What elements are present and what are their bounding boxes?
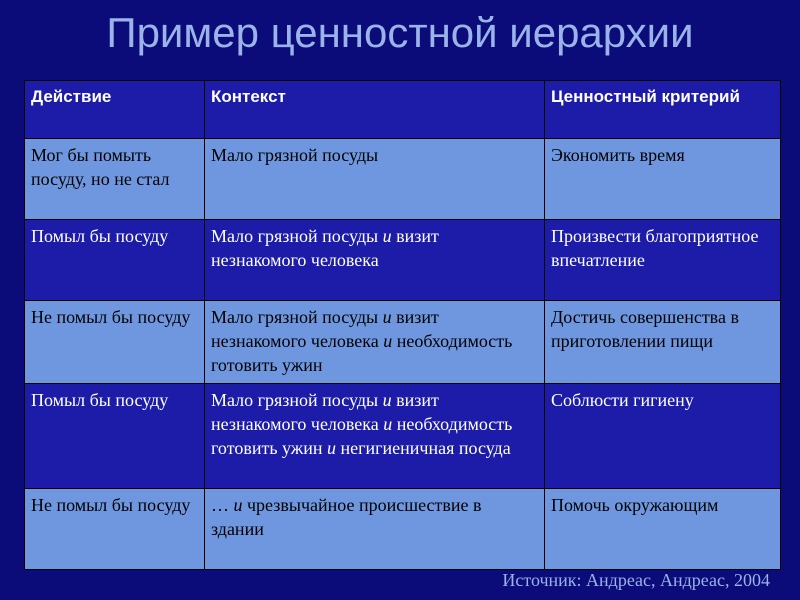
- cell-action: Помыл бы посуду: [25, 220, 205, 301]
- slide-title: Пример ценностной иерархии: [106, 9, 694, 56]
- table-row: [25, 301, 781, 384]
- header-value-criterion: Ценностный критерий: [545, 81, 781, 139]
- cell-value-criterion: Произвести благоприятное впечатление: [545, 220, 781, 301]
- cell-context: Мало грязной посуды и визит незнакомого человека и необходимость готовить ужин: [205, 301, 545, 384]
- cell-action: Мог бы помыть посуду, но не стал: [25, 139, 205, 220]
- cell-context: Мало грязной посуды: [205, 139, 545, 220]
- table-row: [25, 220, 781, 301]
- cell-value-criterion: Помочь окружающим: [545, 489, 781, 570]
- cell-value-criterion: Экономить время: [545, 139, 781, 220]
- table-row: [25, 139, 781, 220]
- value-hierarchy-table: [24, 80, 781, 570]
- header-context: Контекст: [205, 81, 545, 139]
- cell-action: Не помыл бы посуду: [25, 489, 205, 570]
- table-row: [25, 384, 781, 489]
- table-header-row: [25, 81, 781, 139]
- cell-context: … и чрезвычайное происшествие в здании: [205, 489, 545, 570]
- source-citation: Источник: Андреас, Андреас, 2004: [502, 570, 770, 590]
- table-row: [25, 489, 781, 570]
- cell-value-criterion: Достичь совершенства в приготовлении пищи: [545, 301, 781, 384]
- cell-action: Помыл бы посуду: [25, 384, 205, 489]
- cell-action: Не помыл бы посуду: [25, 301, 205, 384]
- cell-context: Мало грязной посуды и визит незнакомого человека и необходимость готовить ужин и негигиеничная посуда: [205, 384, 545, 489]
- header-action: Действие: [25, 81, 205, 139]
- cell-value-criterion: Соблюсти гигиену: [545, 384, 781, 489]
- cell-context: Мало грязной посуды и визит незнакомого человека: [205, 220, 545, 301]
